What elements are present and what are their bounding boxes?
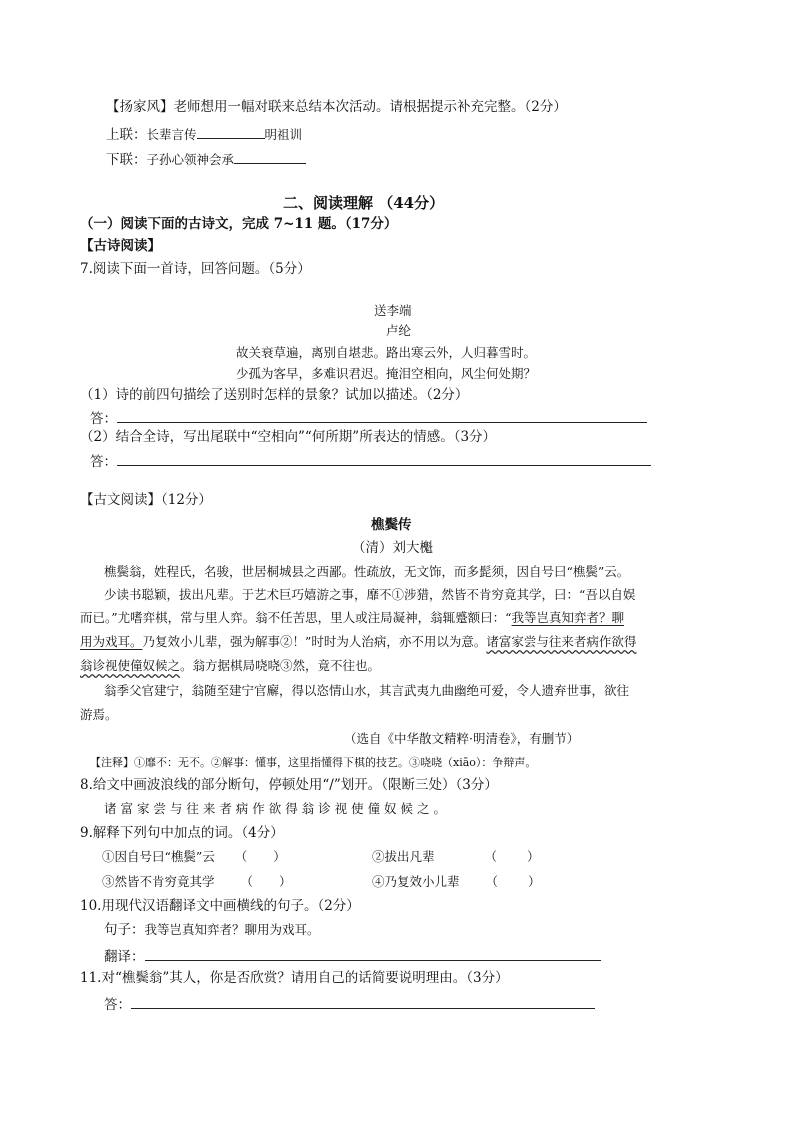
wavy-sentence-part-1: 诸富家尝与往来者病作欲得: [486, 634, 637, 649]
question-7-1: （1）诗的前四句描绘了送别时怎样的景象？试加以描述。（2分）: [80, 387, 469, 403]
answer-7-1: [90, 410, 647, 427]
question-10-sentence: [104, 924, 320, 938]
prose-line-3: [80, 612, 624, 625]
poem-author: 卢纶: [386, 323, 412, 338]
sentence-text: 我等岂真知弈者？聊用为戏耳。: [144, 922, 320, 937]
answer-11-line[interactable]: [131, 996, 595, 1009]
paren-open: （: [484, 849, 498, 864]
question-10: 10.用现代汉语翻译文中画横线的句子。（2分）: [80, 898, 360, 914]
prose-line-3-text: 而已。”尤嗜弈棋，常与里人弈。翁不任苦思，里人或注局凝神，翁辄蹙额曰：“: [80, 610, 512, 625]
couplet-upper: [106, 126, 302, 143]
answer-label: 答：: [90, 454, 117, 470]
item-text: ②拔出凡辈: [372, 849, 435, 864]
prose-line-2: 少读书聪颖，拔出凡辈。于艺术巨巧嬉游之事，靡不①涉猎，然皆不肯穷竟其学，曰：“吾以自娱: [104, 587, 636, 602]
poem-title: 送李端: [374, 303, 412, 318]
paren-open: （: [240, 874, 254, 889]
question-7: 7.阅读下面一首诗，回答问题。（5分）: [80, 261, 311, 277]
question-9: 9.解释下列句中加点的词。（4分）: [80, 825, 284, 841]
couplet-upper-label: 上联：: [106, 127, 147, 143]
couplet-lower: [106, 151, 306, 168]
poem-tag: 【古诗阅读】: [80, 238, 161, 254]
item-text: ③然皆不肯穷竟其学: [102, 874, 215, 889]
paren-close: ）: [527, 849, 540, 864]
section-title: 二、阅读理解 （44分）: [283, 194, 445, 212]
question-9-item-3: [102, 876, 292, 889]
question-8: 8.给文中画波浪线的部分断句，停顿处用“/”划开。（限断三处）（3分）: [80, 777, 498, 793]
prose-source: （选自《中华散文精粹·明清卷》，有删节）: [344, 731, 580, 746]
paren-close: ）: [273, 849, 286, 864]
prose-line-6: 翁季父官建宁，翁随至建宁官廨，得以恣情山水，其言武夷九曲幽绝可爱，令人遗弃世事，欲往: [104, 683, 630, 698]
couplet-upper-post: 明祖训: [264, 127, 303, 142]
section-subtitle: （一）阅读下面的古诗文，完成 7~11 题。（17分）: [80, 216, 398, 232]
prose-title: 樵鬓传: [371, 517, 412, 533]
item-text: ①因自号曰“樵鬓”云: [102, 849, 215, 864]
couplet-upper-blank[interactable]: [197, 126, 265, 139]
poem-line-2: 少孤为客早，多难识君迟。掩泪空相向，风尘何处期？: [236, 366, 537, 381]
question-11: 11.对“樵鬓翁”其人，你是否欣赏？请用自己的话简要说明理由。（3分）: [80, 970, 509, 986]
translate-label: 翻译：: [104, 949, 145, 965]
underlined-sentence-part-2: 用为戏耳。: [80, 634, 143, 649]
paren-close: ）: [279, 874, 292, 889]
question-7-2: （2）结合全诗，写出尾联中“空相向”“何所期”所表达的情感。（3分）: [80, 429, 497, 445]
prose-line-7: 游焉。: [80, 707, 118, 722]
couplet-intro: 【扬家风】老师想用一幅对联来总结本次活动。请根据提示补充完整。（2分）: [106, 99, 567, 115]
prose-line-5-text: 。翁方据棋局哓哓③然，竟不往也。: [180, 658, 381, 673]
poem-line-1: 故关衰草遍，离别自堪悲。路出寒云外，人归暮雪时。: [236, 345, 537, 360]
couplet-lower-blank[interactable]: [234, 151, 306, 164]
prose-line-5: [80, 660, 380, 673]
paren-open: （: [485, 874, 499, 889]
prose-line-1: 樵鬓翁，姓程氏，名骏，世居桐城县之西鄙。性疏放，无文饰，而多髭须，因自号曰“樵鬓”云。: [104, 564, 630, 579]
prose-line-4-text: 乃复效小儿辈，强为解事②！”时时为人治病，亦不用以为意。: [142, 634, 487, 649]
translation-line[interactable]: [145, 948, 601, 961]
paren-close: ）: [528, 874, 541, 889]
question-9-item-2: [372, 851, 540, 864]
prose-notes: 【注释】①靡不：无不。②解事：懂事，这里指懂得下棋的技艺。③哓哓（xiāo）：争辩声。: [90, 756, 537, 769]
prose-author: （清）刘大櫆: [352, 540, 433, 556]
answer-label: 答：: [104, 997, 131, 1013]
couplet-lower-pre: 子孙心领神会承: [146, 152, 235, 167]
answer-7-2: [90, 453, 651, 470]
couplet-lower-label: 下联：: [106, 152, 147, 168]
question-9-item-4: [372, 876, 541, 889]
prose-line-4: [80, 636, 636, 649]
answer-11: [104, 996, 595, 1013]
answer-7-1-line[interactable]: [117, 410, 647, 423]
prose-tag: 【古文阅读】（12分）: [80, 492, 212, 508]
question-10-translation: [104, 948, 601, 965]
sentence-label: 句子：: [104, 922, 145, 938]
answer-label: 答：: [90, 411, 117, 427]
underlined-sentence-part-1: 我等岂真知弈者？聊: [511, 610, 625, 625]
item-text: ④乃复效小儿辈: [372, 874, 460, 889]
paren-open: （: [234, 849, 248, 864]
answer-7-2-line[interactable]: [117, 453, 651, 466]
couplet-upper-pre: 长辈言传: [146, 127, 197, 142]
wavy-sentence-part-2: 翁诊视使僮奴候之: [80, 658, 181, 673]
question-8-text: 诸 富 家 尝 与 往 来 者 病 作 欲 得 翁 诊 视 使 僮 奴 候 之 。: [104, 801, 446, 816]
question-9-item-1: [102, 851, 286, 864]
